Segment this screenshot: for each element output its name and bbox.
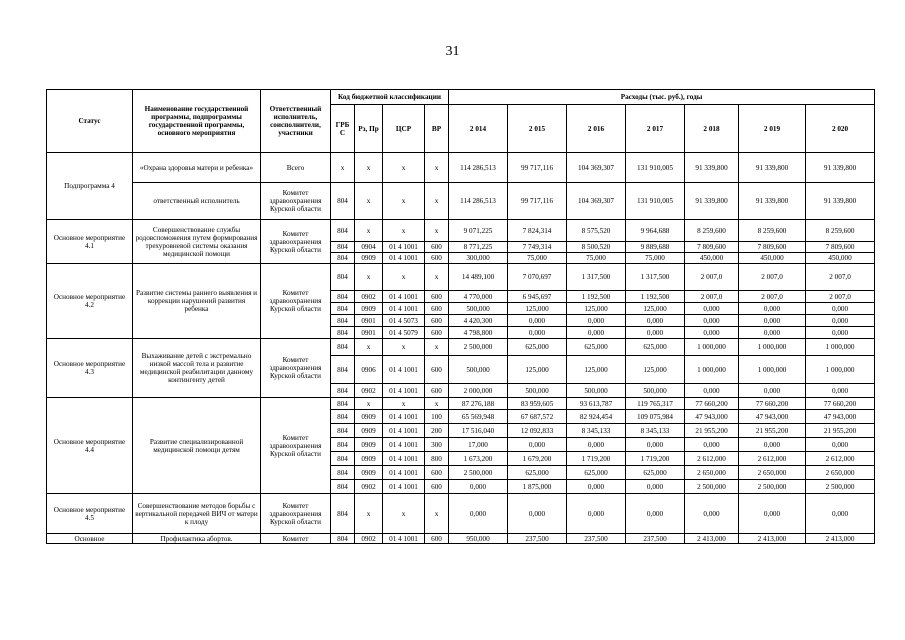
cell-value: 8 345,133 (567, 424, 626, 438)
cell-value: 75,000 (567, 253, 626, 264)
table-row (47, 534, 875, 544)
cell-value: 0,000 (739, 438, 806, 452)
cell-value: 104 369,307 (567, 153, 626, 183)
cell-value: 7 824,314 (508, 220, 567, 242)
cell-executor: Всего (261, 153, 331, 183)
cell-value: 0,000 (508, 494, 567, 534)
header-year: 2 017 (626, 105, 685, 153)
header-rzpr: Рз, Пр (355, 105, 383, 153)
cell-value: 0,000 (626, 327, 685, 339)
cell-code: x (355, 183, 383, 220)
cell-value: 0,000 (685, 315, 739, 327)
cell-value: 125,000 (508, 303, 567, 315)
cell-code: 600 (425, 356, 449, 384)
cell-code: 01 4 1001 (383, 424, 425, 438)
table-row (47, 494, 875, 534)
cell-code: 0906 (355, 356, 383, 384)
cell-code: x (383, 339, 425, 356)
cell-code: 0902 (355, 291, 383, 303)
cell-code: x (383, 183, 425, 220)
cell-value: 7 070,697 (508, 264, 567, 291)
cell-status: Основное мероприятие 4.2 (47, 264, 133, 339)
header-year: 2 014 (449, 105, 508, 153)
header-year: 2 015 (508, 105, 567, 153)
cell-code: 600 (425, 253, 449, 264)
cell-value: 47 943,000 (685, 410, 739, 424)
cell-code: 804 (331, 327, 355, 339)
cell-code: 01 4 1001 (383, 452, 425, 466)
cell-code: 804 (331, 253, 355, 264)
cell-value: 125,000 (567, 303, 626, 315)
cell-code: x (355, 339, 383, 356)
cell-value: 4 770,000 (449, 291, 508, 303)
cell-value: 500,000 (449, 303, 508, 315)
cell-code: x (425, 494, 449, 534)
cell-code: 804 (331, 452, 355, 466)
cell-code: 804 (331, 291, 355, 303)
cell-value: 1 192,500 (567, 291, 626, 303)
cell-value: 4 420,300 (449, 315, 508, 327)
cell-code: x (383, 494, 425, 534)
header-grbs: ГРБ С (331, 105, 355, 153)
cell-value: 17 516,040 (449, 424, 508, 438)
table-row (47, 220, 875, 242)
cell-code: 01 4 1001 (383, 410, 425, 424)
cell-code: 804 (331, 534, 355, 544)
cell-value: 237,500 (626, 534, 685, 544)
cell-code: 600 (425, 384, 449, 398)
cell-value: 75,000 (626, 253, 685, 264)
header-name: Наименование государственной программы, подпрограммы государственной программы, основного мероприятия (133, 90, 261, 153)
cell-value: 91 339,800 (685, 153, 739, 183)
cell-value: 0,000 (626, 494, 685, 534)
cell-code: 01 4 1001 (383, 303, 425, 315)
cell-value: 2 413,000 (806, 534, 875, 544)
header-year: 2 019 (739, 105, 806, 153)
cell-code: 01 4 1001 (383, 356, 425, 384)
cell-value: 0,000 (806, 315, 875, 327)
cell-code: 600 (425, 466, 449, 480)
cell-value: 87 276,188 (449, 398, 508, 410)
cell-code: 600 (425, 534, 449, 544)
cell-code: 01 4 1001 (383, 291, 425, 303)
cell-code: x (355, 264, 383, 291)
cell-code: 600 (425, 303, 449, 315)
cell-value: 114 286,513 (449, 183, 508, 220)
cell-value: 500,000 (567, 384, 626, 398)
cell-value: 99 717,116 (508, 153, 567, 183)
cell-code: 0901 (355, 327, 383, 339)
cell-value: 500,000 (508, 384, 567, 398)
cell-value: 0,000 (567, 494, 626, 534)
cell-value: 8 345,133 (626, 424, 685, 438)
cell-value: 0,000 (806, 438, 875, 452)
cell-value: 0,000 (449, 494, 508, 534)
cell-executor: Комитет здравоохранения Курской области (261, 398, 331, 494)
cell-value: 0,000 (508, 327, 567, 339)
cell-value: 0,000 (739, 384, 806, 398)
cell-code: x (425, 339, 449, 356)
cell-value: 2 612,000 (739, 452, 806, 466)
cell-code: 600 (425, 315, 449, 327)
page-number: 31 (445, 44, 460, 59)
cell-value: 4 798,800 (449, 327, 508, 339)
cell-value: 65 569,948 (449, 410, 508, 424)
cell-code: 600 (425, 327, 449, 339)
cell-value: 9 964,688 (626, 220, 685, 242)
cell-value: 1 000,000 (739, 339, 806, 356)
cell-value: 2 500,000 (739, 480, 806, 494)
cell-code: 804 (331, 264, 355, 291)
cell-value: 0,000 (567, 315, 626, 327)
cell-code: x (355, 220, 383, 242)
cell-value: 1 000,000 (685, 356, 739, 384)
table-row (47, 183, 875, 220)
cell-value: 9 071,225 (449, 220, 508, 242)
cell-value: 625,000 (508, 466, 567, 480)
cell-value: 300,000 (449, 253, 508, 264)
cell-value: 12 092,833 (508, 424, 567, 438)
cell-value: 119 765,317 (626, 398, 685, 410)
cell-value: 125,000 (626, 356, 685, 384)
cell-value: 0,000 (508, 438, 567, 452)
cell-code: x (425, 183, 449, 220)
cell-status: Основное мероприятие 4.4 (47, 398, 133, 494)
cell-value: 91 339,800 (685, 183, 739, 220)
cell-value: 2 007,0 (806, 264, 875, 291)
cell-value: 21 955,200 (806, 424, 875, 438)
cell-code: 600 (425, 480, 449, 494)
cell-value: 77 660,200 (806, 398, 875, 410)
cell-value: 82 924,454 (567, 410, 626, 424)
cell-executor: Комитет здравоохранения Курской области (261, 220, 331, 264)
cell-value: 450,000 (685, 253, 739, 264)
cell-code: 01 4 1001 (383, 253, 425, 264)
cell-code: 0909 (355, 253, 383, 264)
cell-executor: Комитет здравоохранения Курской области (261, 264, 331, 339)
cell-code: 01 4 1001 (383, 384, 425, 398)
cell-value: 0,000 (739, 315, 806, 327)
cell-value: 125,000 (567, 356, 626, 384)
cell-value: 0,000 (567, 327, 626, 339)
cell-value: 2 007,0 (685, 264, 739, 291)
cell-value: 2 500,000 (685, 480, 739, 494)
cell-value: 0,000 (626, 480, 685, 494)
cell-value: 7 809,600 (685, 242, 739, 253)
cell-code: 804 (331, 315, 355, 327)
cell-value: 47 943,000 (806, 410, 875, 424)
cell-code: 01 4 1001 (383, 534, 425, 544)
cell-status: Основное мероприятие 4.3 (47, 339, 133, 398)
cell-value: 0,000 (685, 327, 739, 339)
cell-value: 8 575,520 (567, 220, 626, 242)
cell-code: 804 (331, 384, 355, 398)
cell-value: 91 339,800 (806, 153, 875, 183)
cell-code: x (383, 220, 425, 242)
cell-code: x (425, 153, 449, 183)
cell-value: 1 000,000 (806, 356, 875, 384)
header-vr: ВР (425, 105, 449, 153)
cell-value: 1 673,200 (449, 452, 508, 466)
cell-code: x (383, 264, 425, 291)
cell-status: Основное мероприятие 4.5 (47, 494, 133, 534)
cell-code: 804 (331, 339, 355, 356)
cell-value: 0,000 (626, 315, 685, 327)
cell-value: 2 500,000 (449, 466, 508, 480)
cell-code: x (355, 153, 383, 183)
cell-code: x (355, 398, 383, 410)
cell-value: 0,000 (567, 480, 626, 494)
cell-code: 804 (331, 220, 355, 242)
cell-value: 950,000 (449, 534, 508, 544)
header-csr: ЦСР (383, 105, 425, 153)
cell-value: 0,000 (685, 494, 739, 534)
cell-value: 7 749,314 (508, 242, 567, 253)
header-year: 2 020 (806, 105, 875, 153)
cell-code: 804 (331, 438, 355, 452)
cell-value: 2 612,000 (685, 452, 739, 466)
cell-code: 804 (331, 242, 355, 253)
cell-code: 0909 (355, 466, 383, 480)
cell-code: x (383, 153, 425, 183)
header-expenses: Расходы (тыс. руб.), годы (449, 90, 875, 105)
cell-value: 131 910,005 (626, 183, 685, 220)
cell-value: 1 719,200 (567, 452, 626, 466)
cell-name: «Охрана здоровья матери и ребенка» (133, 153, 261, 183)
cell-value: 83 959,605 (508, 398, 567, 410)
cell-value: 0,000 (685, 384, 739, 398)
cell-code: 804 (331, 494, 355, 534)
cell-executor: Комитет (261, 534, 331, 544)
cell-code: 01 4 1001 (383, 438, 425, 452)
cell-code: 804 (331, 424, 355, 438)
cell-value: 500,000 (449, 356, 508, 384)
cell-value: 77 660,200 (685, 398, 739, 410)
cell-value: 1 317,500 (626, 264, 685, 291)
cell-code: 100 (425, 410, 449, 424)
cell-value: 114 286,513 (449, 153, 508, 183)
header-year: 2 018 (685, 105, 739, 153)
cell-value: 17,000 (449, 438, 508, 452)
cell-value: 1 000,000 (806, 339, 875, 356)
cell-status: Подпрограмма 4 (47, 153, 133, 220)
cell-code: 804 (331, 480, 355, 494)
cell-value: 2 500,000 (806, 480, 875, 494)
cell-code: 0902 (355, 384, 383, 398)
cell-code: 01 4 1001 (383, 466, 425, 480)
cell-value: 2 650,000 (685, 466, 739, 480)
cell-value: 8 771,225 (449, 242, 508, 253)
cell-executor: Комитет здравоохранения Курской области (261, 183, 331, 220)
cell-code: 0909 (355, 303, 383, 315)
cell-code: 0904 (355, 242, 383, 253)
cell-value: 2 007,0 (739, 291, 806, 303)
cell-code: 0909 (355, 452, 383, 466)
cell-value: 2 413,000 (739, 534, 806, 544)
cell-value: 2 007,0 (739, 264, 806, 291)
cell-value: 0,000 (685, 303, 739, 315)
cell-value: 0,000 (806, 384, 875, 398)
cell-value: 7 809,600 (806, 242, 875, 253)
cell-code: x (331, 153, 355, 183)
table-row (47, 153, 875, 183)
cell-code: x (425, 264, 449, 291)
cell-value: 625,000 (567, 339, 626, 356)
cell-value: 77 660,200 (739, 398, 806, 410)
cell-value: 0,000 (739, 494, 806, 534)
cell-value: 21 955,200 (685, 424, 739, 438)
cell-code: 01 4 5073 (383, 315, 425, 327)
cell-value: 1 875,000 (508, 480, 567, 494)
cell-value: 0,000 (449, 480, 508, 494)
header-year: 2 016 (567, 105, 626, 153)
cell-code: 804 (331, 410, 355, 424)
cell-value: 1 719,200 (626, 452, 685, 466)
cell-value: 7 809,600 (739, 242, 806, 253)
cell-name: Развитие специализированной медицинской помощи детям (133, 398, 261, 494)
header-status: Статус (47, 90, 133, 153)
cell-code: 0902 (355, 534, 383, 544)
cell-code: 01 4 1001 (383, 480, 425, 494)
cell-name: Выхаживание детей с экстремально низкой массой тела и развитие медицинской реабилитации данному контингенту детей (133, 339, 261, 398)
cell-value: 237,500 (508, 534, 567, 544)
cell-name: Совершенствование службы родовспоможения путем формирования трехуровневой системы оказания медицинской помощи (133, 220, 261, 264)
cell-value: 2 007,0 (806, 291, 875, 303)
cell-code: 804 (331, 183, 355, 220)
cell-value: 131 910,005 (626, 153, 685, 183)
cell-value: 0,000 (567, 438, 626, 452)
cell-value: 2 612,000 (806, 452, 875, 466)
cell-code: 804 (331, 303, 355, 315)
cell-value: 6 945,697 (508, 291, 567, 303)
cell-value: 75,000 (508, 253, 567, 264)
cell-code: 0909 (355, 438, 383, 452)
cell-value: 91 339,800 (739, 183, 806, 220)
cell-value: 1 317,500 (567, 264, 626, 291)
cell-code: 600 (425, 242, 449, 253)
cell-value: 1 000,000 (739, 356, 806, 384)
cell-value: 1 679,200 (508, 452, 567, 466)
cell-code: 0909 (355, 424, 383, 438)
cell-value: 0,000 (685, 438, 739, 452)
cell-value: 2 007,0 (685, 291, 739, 303)
cell-executor: Комитет здравоохранения Курской области (261, 494, 331, 534)
cell-value: 625,000 (567, 466, 626, 480)
cell-status: Основное (47, 534, 133, 544)
cell-code: 200 (425, 424, 449, 438)
cell-code: x (383, 398, 425, 410)
cell-value: 67 687,572 (508, 410, 567, 424)
cell-value: 47 943,000 (739, 410, 806, 424)
table-row (47, 339, 875, 356)
cell-value: 500,000 (626, 384, 685, 398)
cell-value: 2 413,000 (685, 534, 739, 544)
cell-status: Основное мероприятие 4.1 (47, 220, 133, 264)
cell-code: 804 (331, 466, 355, 480)
cell-value: 91 339,800 (739, 153, 806, 183)
cell-value: 625,000 (626, 339, 685, 356)
cell-code: 804 (331, 398, 355, 410)
cell-value: 1 192,500 (626, 291, 685, 303)
cell-value: 0,000 (806, 494, 875, 534)
cell-code: 01 4 1001 (383, 242, 425, 253)
cell-code: 0902 (355, 480, 383, 494)
cell-value: 91 339,800 (806, 183, 875, 220)
cell-code: x (425, 220, 449, 242)
cell-value: 93 613,787 (567, 398, 626, 410)
cell-code: 300 (425, 438, 449, 452)
cell-value: 2 650,000 (739, 466, 806, 480)
table-row (47, 264, 875, 291)
cell-value: 0,000 (739, 327, 806, 339)
cell-code: 0909 (355, 410, 383, 424)
budget-table (46, 89, 875, 544)
cell-value: 0,000 (806, 303, 875, 315)
cell-name: Развитие системы раннего выявления и коррекции нарушений развития ребенка (133, 264, 261, 339)
cell-value: 9 889,688 (626, 242, 685, 253)
cell-value: 21 955,200 (739, 424, 806, 438)
cell-value: 8 259,600 (739, 220, 806, 242)
cell-value: 8 259,600 (685, 220, 739, 242)
cell-name: Совершенствование методов борьбы с вертикальной передачей ВИЧ от матери к плоду (133, 494, 261, 534)
cell-value: 104 369,307 (567, 183, 626, 220)
cell-value: 2 000,000 (449, 384, 508, 398)
cell-value: 2 650,000 (806, 466, 875, 480)
cell-value: 450,000 (806, 253, 875, 264)
cell-value: 125,000 (508, 356, 567, 384)
cell-value: 0,000 (626, 438, 685, 452)
cell-value: 125,000 (626, 303, 685, 315)
cell-value: 237,500 (567, 534, 626, 544)
cell-code: x (425, 398, 449, 410)
cell-value: 109 075,984 (626, 410, 685, 424)
cell-value: 8 500,520 (567, 242, 626, 253)
table-row (47, 398, 875, 410)
cell-code: 800 (425, 452, 449, 466)
cell-code: x (355, 494, 383, 534)
cell-value: 2 500,000 (449, 339, 508, 356)
cell-value: 99 717,116 (508, 183, 567, 220)
cell-executor: Комитет здравоохранения Курской области (261, 339, 331, 398)
cell-value: 0,000 (739, 303, 806, 315)
cell-value: 1 000,000 (685, 339, 739, 356)
cell-value: 450,000 (739, 253, 806, 264)
cell-code: 01 4 5079 (383, 327, 425, 339)
cell-value: 625,000 (626, 466, 685, 480)
cell-code: 600 (425, 291, 449, 303)
cell-value: 14 489,100 (449, 264, 508, 291)
cell-name: Профилактика абортов. (133, 534, 261, 544)
cell-name: ответственный исполнитель (133, 183, 261, 220)
header-executor: Ответственный исполнитель, соисполнители, участники (261, 90, 331, 153)
cell-value: 0,000 (508, 315, 567, 327)
cell-value: 8 259,600 (806, 220, 875, 242)
cell-value: 0,000 (806, 327, 875, 339)
cell-value: 625,000 (508, 339, 567, 356)
cell-code: 0901 (355, 315, 383, 327)
cell-code: 804 (331, 356, 355, 384)
header-budget-code: Код бюджетной классификации (331, 90, 449, 105)
